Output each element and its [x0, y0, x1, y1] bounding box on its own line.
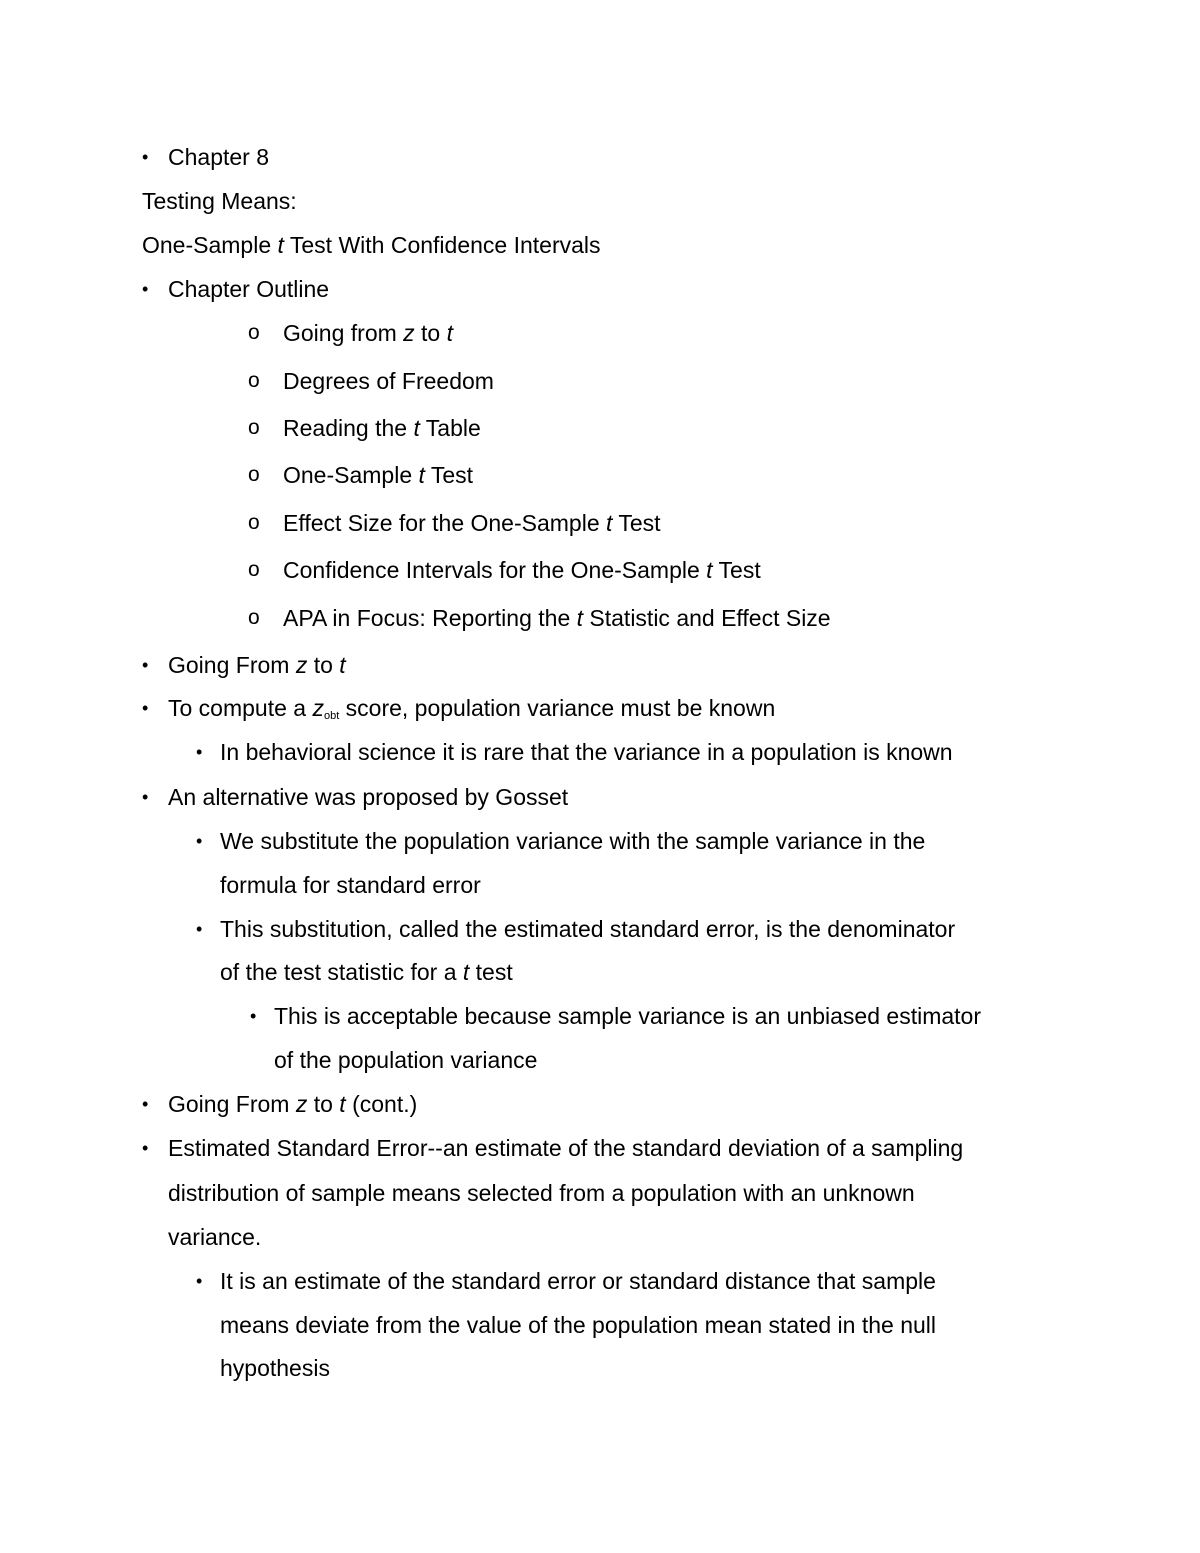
estimate-text-line-3: hypothesis: [220, 1355, 330, 1381]
acceptable-text-line-2: of the population variance: [274, 1047, 538, 1073]
outline-item: Effect Size for the One-Sample t Test: [283, 510, 661, 536]
circle-bullet-icon: o: [248, 369, 260, 392]
outline-item: Going from z to t: [283, 320, 454, 346]
outline-item: Confidence Intervals for the One-Sample t Test: [283, 557, 761, 583]
circle-bullet-icon: o: [248, 416, 260, 439]
ese-definition-line-1: Estimated Standard Error--an estimate of the standard deviation of a sampling: [168, 1135, 964, 1161]
circle-bullet-icon: o: [248, 606, 260, 629]
outline-heading: Chapter Outline: [168, 276, 330, 302]
rare-variance-text: In behavioral science it is rare that the variance in a population is known: [220, 739, 953, 765]
outline-item: Degrees of Freedom: [283, 368, 494, 394]
bullet-icon: •: [250, 1006, 257, 1026]
section-heading: Going From z to t: [168, 652, 346, 678]
bullet-icon: •: [142, 1138, 149, 1158]
substitution-text-line-1: This substitution, called the estimated standard error, is the denominator: [220, 916, 956, 942]
gosset-alternative-text: An alternative was proposed by Gosset: [168, 784, 569, 810]
compute-zobt-text: To compute a $z_{obt}$ score, population variance must be known: [168, 695, 776, 722]
bullet-icon: •: [196, 742, 203, 762]
substitution-text-line-2: of the test statistic for a t test: [220, 959, 513, 985]
circle-bullet-icon: o: [248, 321, 260, 344]
ese-definition-line-2: distribution of sample means selected from a population with an unknown: [168, 1180, 915, 1206]
bullet-icon: •: [196, 919, 203, 939]
outline-item: One-Sample t Test: [283, 462, 474, 488]
outline-item: APA in Focus: Reporting the t Statistic and Effect Size: [283, 605, 831, 631]
circle-bullet-icon: o: [248, 463, 260, 486]
substitute-text-line-2: formula for standard error: [220, 872, 481, 898]
substitute-text-line-1: We substitute the population variance with the sample variance in the: [220, 828, 926, 854]
chapter-subtitle-1: Testing Means:: [142, 188, 297, 214]
estimate-text-line-1: It is an estimate of the standard error or standard distance that sample: [220, 1268, 936, 1294]
bullet-icon: •: [196, 831, 203, 851]
acceptable-text-line-1: This is acceptable because sample variance is an unbiased estimator: [274, 1003, 981, 1029]
estimate-text-line-2: means deviate from the value of the population mean stated in the null: [220, 1312, 937, 1338]
outline-item: Reading the t Table: [283, 415, 481, 441]
chapter-title: Chapter 8: [168, 144, 270, 170]
chapter-subtitle-2: One-Sample t Test With Confidence Intervals: [142, 232, 601, 258]
bullet-icon: •: [142, 279, 149, 299]
bullet-icon: •: [142, 1094, 149, 1114]
ese-definition-line-3: variance.: [168, 1224, 262, 1250]
bullet-icon: •: [196, 1271, 203, 1291]
bullet-icon: •: [142, 147, 149, 167]
section-heading-cont: Going From z to t (cont.): [168, 1091, 418, 1117]
bullet-icon: •: [142, 655, 149, 675]
circle-bullet-icon: o: [248, 511, 260, 534]
bullet-icon: •: [142, 698, 149, 718]
bullet-icon: •: [142, 787, 149, 807]
circle-bullet-icon: o: [248, 558, 260, 581]
